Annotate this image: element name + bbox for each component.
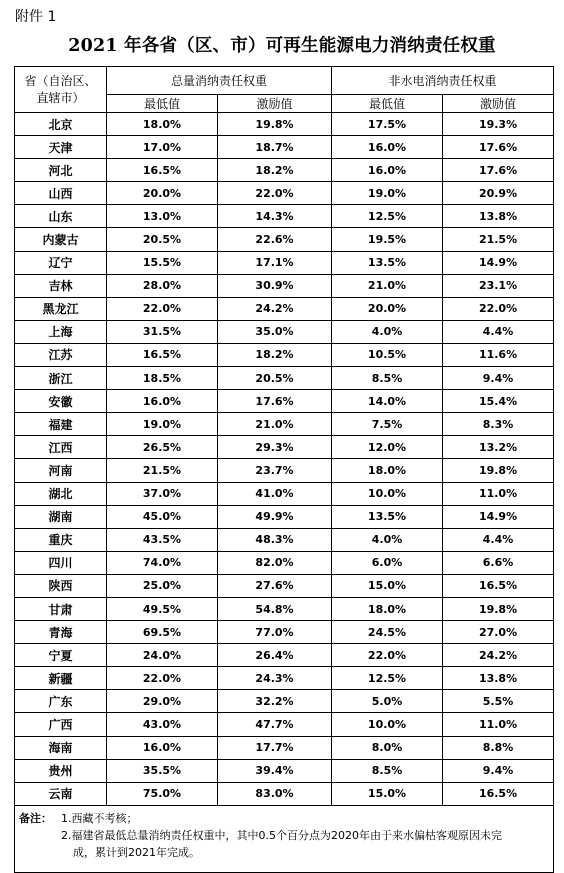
table-row	[15, 690, 554, 713]
nonhydro-min-cell: 16.0%	[332, 136, 443, 159]
total-min-cell: 16.0%	[107, 390, 218, 413]
nonhydro-min-cell: 22.0%	[332, 644, 443, 667]
province-cell: 上海	[15, 320, 107, 343]
nonhydro-min-cell: 13.5%	[332, 505, 443, 528]
total-incentive-cell: 18.2%	[218, 343, 332, 366]
nonhydro-incentive-cell: 5.5%	[443, 690, 554, 713]
table-row	[15, 159, 554, 182]
nonhydro-incentive-cell: 9.4%	[443, 367, 554, 390]
total-min-cell: 69.5%	[107, 621, 218, 644]
nonhydro-incentive-cell: 16.5%	[443, 782, 554, 805]
total-min-cell: 13.0%	[107, 205, 218, 228]
table-row	[15, 459, 554, 482]
total-min-cell: 45.0%	[107, 505, 218, 528]
province-cell: 湖北	[15, 482, 107, 505]
notes-cell	[15, 805, 554, 872]
nonhydro-incentive-cell: 15.4%	[443, 390, 554, 413]
table-row	[15, 251, 554, 274]
table-row	[15, 274, 554, 297]
nonhydro-incentive-cell: 20.9%	[443, 182, 554, 205]
page-title: 2021 年各省（区、市）可再生能源电力消纳责任权重	[68, 36, 496, 56]
province-cell: 陕西	[15, 574, 107, 597]
total-weight-group-header: 总量消纳责任权重	[107, 67, 332, 95]
total-min-cell: 74.0%	[107, 551, 218, 574]
nonhydro-incentive-cell: 21.5%	[443, 228, 554, 251]
nonhydro-min-cell: 13.5%	[332, 251, 443, 274]
total-incentive-cell: 18.7%	[218, 136, 332, 159]
note-1: 1.西藏不考核；	[61, 811, 138, 825]
nonhydro-min-cell: 16.0%	[332, 159, 443, 182]
nonhydro-incentive-cell: 4.4%	[443, 528, 554, 551]
table-row	[15, 413, 554, 436]
total-min-cell: 24.0%	[107, 644, 218, 667]
total-incentive-cell: 54.8%	[218, 597, 332, 620]
total-min-cell: 75.0%	[107, 782, 218, 805]
province-cell: 福建	[15, 413, 107, 436]
province-cell: 山西	[15, 182, 107, 205]
nonhydro-incentive-cell: 22.0%	[443, 297, 554, 320]
table-row	[15, 436, 554, 459]
table-row	[15, 205, 554, 228]
nonhydro-incentive-cell: 14.9%	[443, 251, 554, 274]
nonhydro-min-cell: 10.5%	[332, 343, 443, 366]
nonhydro-min-cell: 15.0%	[332, 782, 443, 805]
table-row	[15, 136, 554, 159]
notes-label: 备注：	[19, 811, 52, 825]
total-incentive-cell: 21.0%	[218, 413, 332, 436]
note-2-line-2: 成，累计到2021年完成。	[73, 845, 200, 859]
nonhydro-min-cell: 10.0%	[332, 713, 443, 736]
total-min-cell: 21.5%	[107, 459, 218, 482]
table-row	[15, 343, 554, 366]
total-incentive-cell: 17.1%	[218, 251, 332, 274]
total-min-cell: 43.5%	[107, 528, 218, 551]
total-incentive-cell: 22.0%	[218, 182, 332, 205]
total-incentive-cell: 20.5%	[218, 367, 332, 390]
total-min-cell: 18.0%	[107, 113, 218, 136]
total-incentive-cell: 32.2%	[218, 690, 332, 713]
table-row	[15, 228, 554, 251]
note-2-line-1: 2.福建省最低总量消纳责任权重中，其中0.5个百分点为2020年由于来水偏枯客观原因未完	[61, 828, 502, 842]
province-cell: 浙江	[15, 367, 107, 390]
total-incentive-cell: 77.0%	[218, 621, 332, 644]
total-incentive-cell: 35.0%	[218, 320, 332, 343]
total-incentive-cell: 14.3%	[218, 205, 332, 228]
nonhydro-incentive-cell: 17.6%	[443, 159, 554, 182]
province-cell: 内蒙古	[15, 228, 107, 251]
total-min-cell: 19.0%	[107, 413, 218, 436]
table-row	[15, 528, 554, 551]
nonhydro-min-cell: 8.5%	[332, 367, 443, 390]
nonhydro-min-cell: 5.0%	[332, 690, 443, 713]
table-row	[15, 667, 554, 690]
total-incentive-cell: 30.9%	[218, 274, 332, 297]
total-min-header: 最低值	[107, 95, 218, 113]
province-cell: 山东	[15, 205, 107, 228]
province-cell: 广西	[15, 713, 107, 736]
total-incentive-cell: 83.0%	[218, 782, 332, 805]
nonhydro-min-cell: 6.0%	[332, 551, 443, 574]
nonhydro-min-cell: 19.5%	[332, 228, 443, 251]
nonhydro-incentive-cell: 13.8%	[443, 205, 554, 228]
table-row	[15, 597, 554, 620]
nonhydro-min-cell: 12.5%	[332, 667, 443, 690]
total-min-cell: 25.0%	[107, 574, 218, 597]
table-row	[15, 713, 554, 736]
nonhydro-incentive-cell: 11.0%	[443, 482, 554, 505]
region-column-header	[15, 67, 107, 113]
province-cell: 吉林	[15, 274, 107, 297]
total-min-cell: 26.5%	[107, 436, 218, 459]
province-cell: 青海	[15, 621, 107, 644]
table-row	[15, 297, 554, 320]
nonhydro-min-cell: 17.5%	[332, 113, 443, 136]
table-row	[15, 574, 554, 597]
nonhydro-min-cell: 19.0%	[332, 182, 443, 205]
table-row	[15, 644, 554, 667]
nonhydro-incentive-cell: 13.8%	[443, 667, 554, 690]
total-incentive-cell: 49.9%	[218, 505, 332, 528]
province-cell: 贵州	[15, 759, 107, 782]
total-incentive-cell: 17.7%	[218, 736, 332, 759]
table-row	[15, 390, 554, 413]
province-cell: 河南	[15, 459, 107, 482]
province-cell: 黑龙江	[15, 297, 107, 320]
nonhydro-min-cell: 8.0%	[332, 736, 443, 759]
total-incentive-cell: 29.3%	[218, 436, 332, 459]
nonhydro-incentive-cell: 19.8%	[443, 597, 554, 620]
nonhydro-min-header: 最低值	[332, 95, 443, 113]
province-cell: 甘肃	[15, 597, 107, 620]
province-cell: 安徽	[15, 390, 107, 413]
table-row	[15, 113, 554, 136]
total-incentive-cell: 17.6%	[218, 390, 332, 413]
nonhydro-min-cell: 21.0%	[332, 274, 443, 297]
total-incentive-cell: 24.2%	[218, 297, 332, 320]
nonhydro-incentive-cell: 14.9%	[443, 505, 554, 528]
total-incentive-header: 激励值	[218, 95, 332, 113]
nonhydro-incentive-cell: 13.2%	[443, 436, 554, 459]
total-incentive-cell: 19.8%	[218, 113, 332, 136]
province-cell: 江苏	[15, 343, 107, 366]
province-cell: 海南	[15, 736, 107, 759]
nonhydro-weight-group-header: 非水电消纳责任权重	[332, 67, 554, 95]
province-cell: 云南	[15, 782, 107, 805]
table-body	[15, 113, 554, 806]
total-min-cell: 20.5%	[107, 228, 218, 251]
nonhydro-min-cell: 8.5%	[332, 759, 443, 782]
table-row	[15, 736, 554, 759]
total-incentive-cell: 26.4%	[218, 644, 332, 667]
nonhydro-incentive-cell: 4.4%	[443, 320, 554, 343]
nonhydro-min-cell: 10.0%	[332, 482, 443, 505]
total-min-cell: 16.5%	[107, 343, 218, 366]
nonhydro-incentive-cell: 8.8%	[443, 736, 554, 759]
province-cell: 重庆	[15, 528, 107, 551]
nonhydro-incentive-cell: 23.1%	[443, 274, 554, 297]
total-incentive-cell: 18.2%	[218, 159, 332, 182]
total-incentive-cell: 24.3%	[218, 667, 332, 690]
total-incentive-cell: 22.6%	[218, 228, 332, 251]
table-row	[15, 182, 554, 205]
total-min-cell: 37.0%	[107, 482, 218, 505]
table-row	[15, 621, 554, 644]
province-cell: 江西	[15, 436, 107, 459]
total-min-cell: 20.0%	[107, 182, 218, 205]
nonhydro-min-cell: 14.0%	[332, 390, 443, 413]
total-min-cell: 31.5%	[107, 320, 218, 343]
table-row	[15, 505, 554, 528]
nonhydro-incentive-cell: 11.0%	[443, 713, 554, 736]
nonhydro-incentive-cell: 19.8%	[443, 459, 554, 482]
nonhydro-min-cell: 18.0%	[332, 459, 443, 482]
province-cell: 天津	[15, 136, 107, 159]
total-min-cell: 35.5%	[107, 759, 218, 782]
province-cell: 新疆	[15, 667, 107, 690]
total-min-cell: 43.0%	[107, 713, 218, 736]
nonhydro-min-cell: 4.0%	[332, 528, 443, 551]
total-incentive-cell: 48.3%	[218, 528, 332, 551]
table-row	[15, 759, 554, 782]
nonhydro-incentive-cell: 9.4%	[443, 759, 554, 782]
total-incentive-cell: 82.0%	[218, 551, 332, 574]
nonhydro-incentive-cell: 27.0%	[443, 621, 554, 644]
nonhydro-incentive-cell: 8.3%	[443, 413, 554, 436]
nonhydro-min-cell: 4.0%	[332, 320, 443, 343]
nonhydro-min-cell: 24.5%	[332, 621, 443, 644]
nonhydro-min-cell: 12.0%	[332, 436, 443, 459]
total-min-cell: 49.5%	[107, 597, 218, 620]
total-min-cell: 29.0%	[107, 690, 218, 713]
province-cell: 四川	[15, 551, 107, 574]
nonhydro-min-cell: 20.0%	[332, 297, 443, 320]
nonhydro-incentive-header: 激励值	[443, 95, 554, 113]
total-incentive-cell: 47.7%	[218, 713, 332, 736]
nonhydro-incentive-cell: 6.6%	[443, 551, 554, 574]
total-min-cell: 16.5%	[107, 159, 218, 182]
province-cell: 辽宁	[15, 251, 107, 274]
table-row	[15, 782, 554, 805]
total-min-cell: 18.5%	[107, 367, 218, 390]
table-row	[15, 551, 554, 574]
nonhydro-min-cell: 12.5%	[332, 205, 443, 228]
nonhydro-min-cell: 18.0%	[332, 597, 443, 620]
table-row	[15, 367, 554, 390]
province-cell: 广东	[15, 690, 107, 713]
nonhydro-incentive-cell: 17.6%	[443, 136, 554, 159]
province-cell: 河北	[15, 159, 107, 182]
attachment-label: 附件 1	[15, 9, 57, 25]
nonhydro-incentive-cell: 11.6%	[443, 343, 554, 366]
total-incentive-cell: 27.6%	[218, 574, 332, 597]
province-cell: 北京	[15, 113, 107, 136]
total-min-cell: 16.0%	[107, 736, 218, 759]
nonhydro-incentive-cell: 16.5%	[443, 574, 554, 597]
province-cell: 宁夏	[15, 644, 107, 667]
region-header-line1: 省（自治区、	[24, 73, 97, 88]
region-header-line2: 直辖市）	[36, 90, 85, 105]
nonhydro-incentive-cell: 19.3%	[443, 113, 554, 136]
total-min-cell: 22.0%	[107, 667, 218, 690]
weights-table	[14, 66, 554, 873]
nonhydro-incentive-cell: 24.2%	[443, 644, 554, 667]
total-incentive-cell: 41.0%	[218, 482, 332, 505]
total-min-cell: 28.0%	[107, 274, 218, 297]
total-min-cell: 17.0%	[107, 136, 218, 159]
total-incentive-cell: 39.4%	[218, 759, 332, 782]
nonhydro-min-cell: 15.0%	[332, 574, 443, 597]
total-incentive-cell: 23.7%	[218, 459, 332, 482]
table-row	[15, 320, 554, 343]
total-min-cell: 22.0%	[107, 297, 218, 320]
table-row	[15, 482, 554, 505]
province-cell: 湖南	[15, 505, 107, 528]
total-min-cell: 15.5%	[107, 251, 218, 274]
nonhydro-min-cell: 7.5%	[332, 413, 443, 436]
